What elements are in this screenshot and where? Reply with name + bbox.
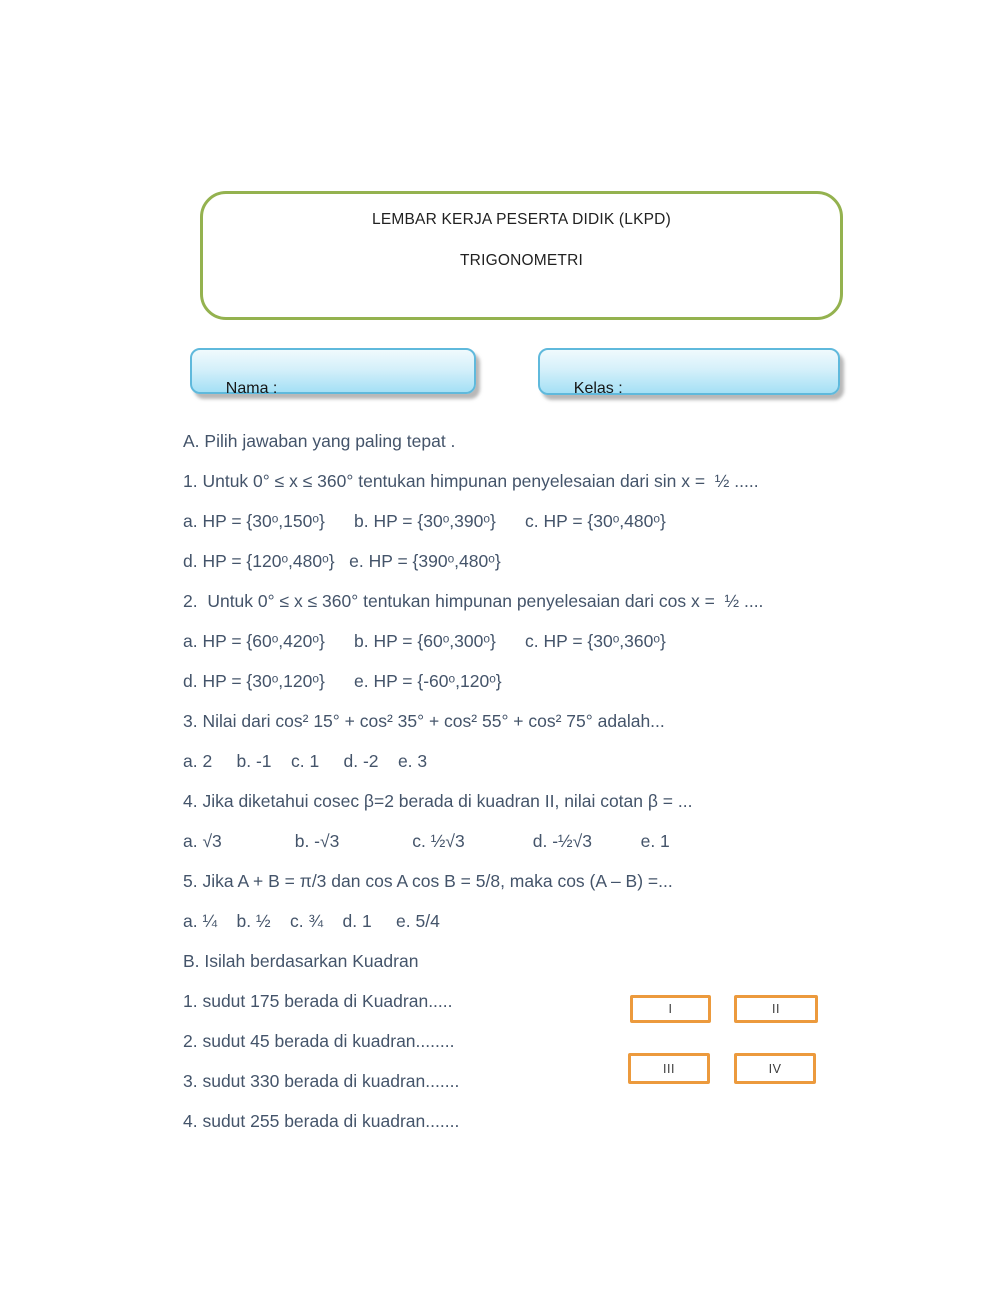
questions-block [183,421,903,1141]
question-1-text: 1. Untuk 0° ≤ x ≤ 360° tentukan himpunan penyelesaian dari sin x = ½ ..... [183,471,759,491]
quadrant-box-iv[interactable] [734,1053,816,1084]
question-4-text: 4. Jika diketahui cosec β=2 berada di kuadran II, nilai cotan β = ... [183,791,693,811]
section-b-item-3: 3. sudut 330 berada di kuadran....... [183,1071,460,1091]
class-field[interactable] [538,348,840,395]
quadrant-box-iii[interactable] [628,1053,710,1084]
section-a-heading: A. Pilih jawaban yang paling tepat . [183,431,456,451]
question-3-text: 3. Nilai dari cos² 15° + cos² 35° + cos² 55° + cos² 75° adalah... [183,711,665,731]
name-label: Nama : [225,380,278,397]
question-1-options-line-1: a. HP = {30ᵒ,150ᵒ} b. HP = {30ᵒ,390ᵒ} c. HP = {30ᵒ,480ᵒ} [183,511,666,531]
worksheet-title-box [200,191,843,320]
quadrant-box-iv-label: IV [768,1061,782,1076]
section-b-item-4: 4. sudut 255 berada di kuadran....... [183,1111,460,1131]
quadrant-box-iii-label: III [663,1061,675,1076]
question-3-options-line-1: a. 2 b. -1 c. 1 d. -2 e. 3 [183,751,428,771]
question-2-options-line-2: d. HP = {30ᵒ,120ᵒ} e. HP = {-60ᵒ,120ᵒ} [183,671,502,691]
quadrant-box-ii-label: II [772,1002,780,1016]
quadrant-box-i[interactable] [630,995,711,1023]
section-b-heading: B. Isilah berdasarkan Kuadran [183,951,419,971]
question-4-options-line-1: a. √3 b. -√3 c. ½√3 d. -½√3 e. 1 [183,831,670,851]
question-2-text: 2. Untuk 0° ≤ x ≤ 360° tentukan himpunan penyelesaian dari cos x = ½ .... [183,591,764,611]
question-5-text: 5. Jika A + B = π/3 dan cos A cos B = 5/8, maka cos (A – B) =... [183,871,673,891]
section-b-item-2: 2. sudut 45 berada di kuadran........ [183,1031,455,1051]
question-2-options-line-1: a. HP = {60ᵒ,420ᵒ} b. HP = {60ᵒ,300ᵒ} c. HP = {30ᵒ,360ᵒ} [183,631,666,651]
class-label: Kelas : [573,380,623,397]
quadrant-box-i-label: I [668,1002,673,1016]
question-5-options-line-1: a. ¼ b. ½ c. ¾ d. 1 e. 5/4 [183,911,440,931]
worksheet-subtitle: TRIGONOMETRI [460,252,583,269]
question-1-options-line-2: d. HP = {120ᵒ,480ᵒ} e. HP = {390ᵒ,480ᵒ} [183,551,501,571]
worksheet-title: LEMBAR KERJA PESERTA DIDIK (LKPD) [372,211,671,228]
section-b-item-1: 1. sudut 175 berada di Kuadran..... [183,991,453,1011]
quadrant-box-ii[interactable] [734,995,818,1023]
name-field[interactable] [190,348,476,397]
